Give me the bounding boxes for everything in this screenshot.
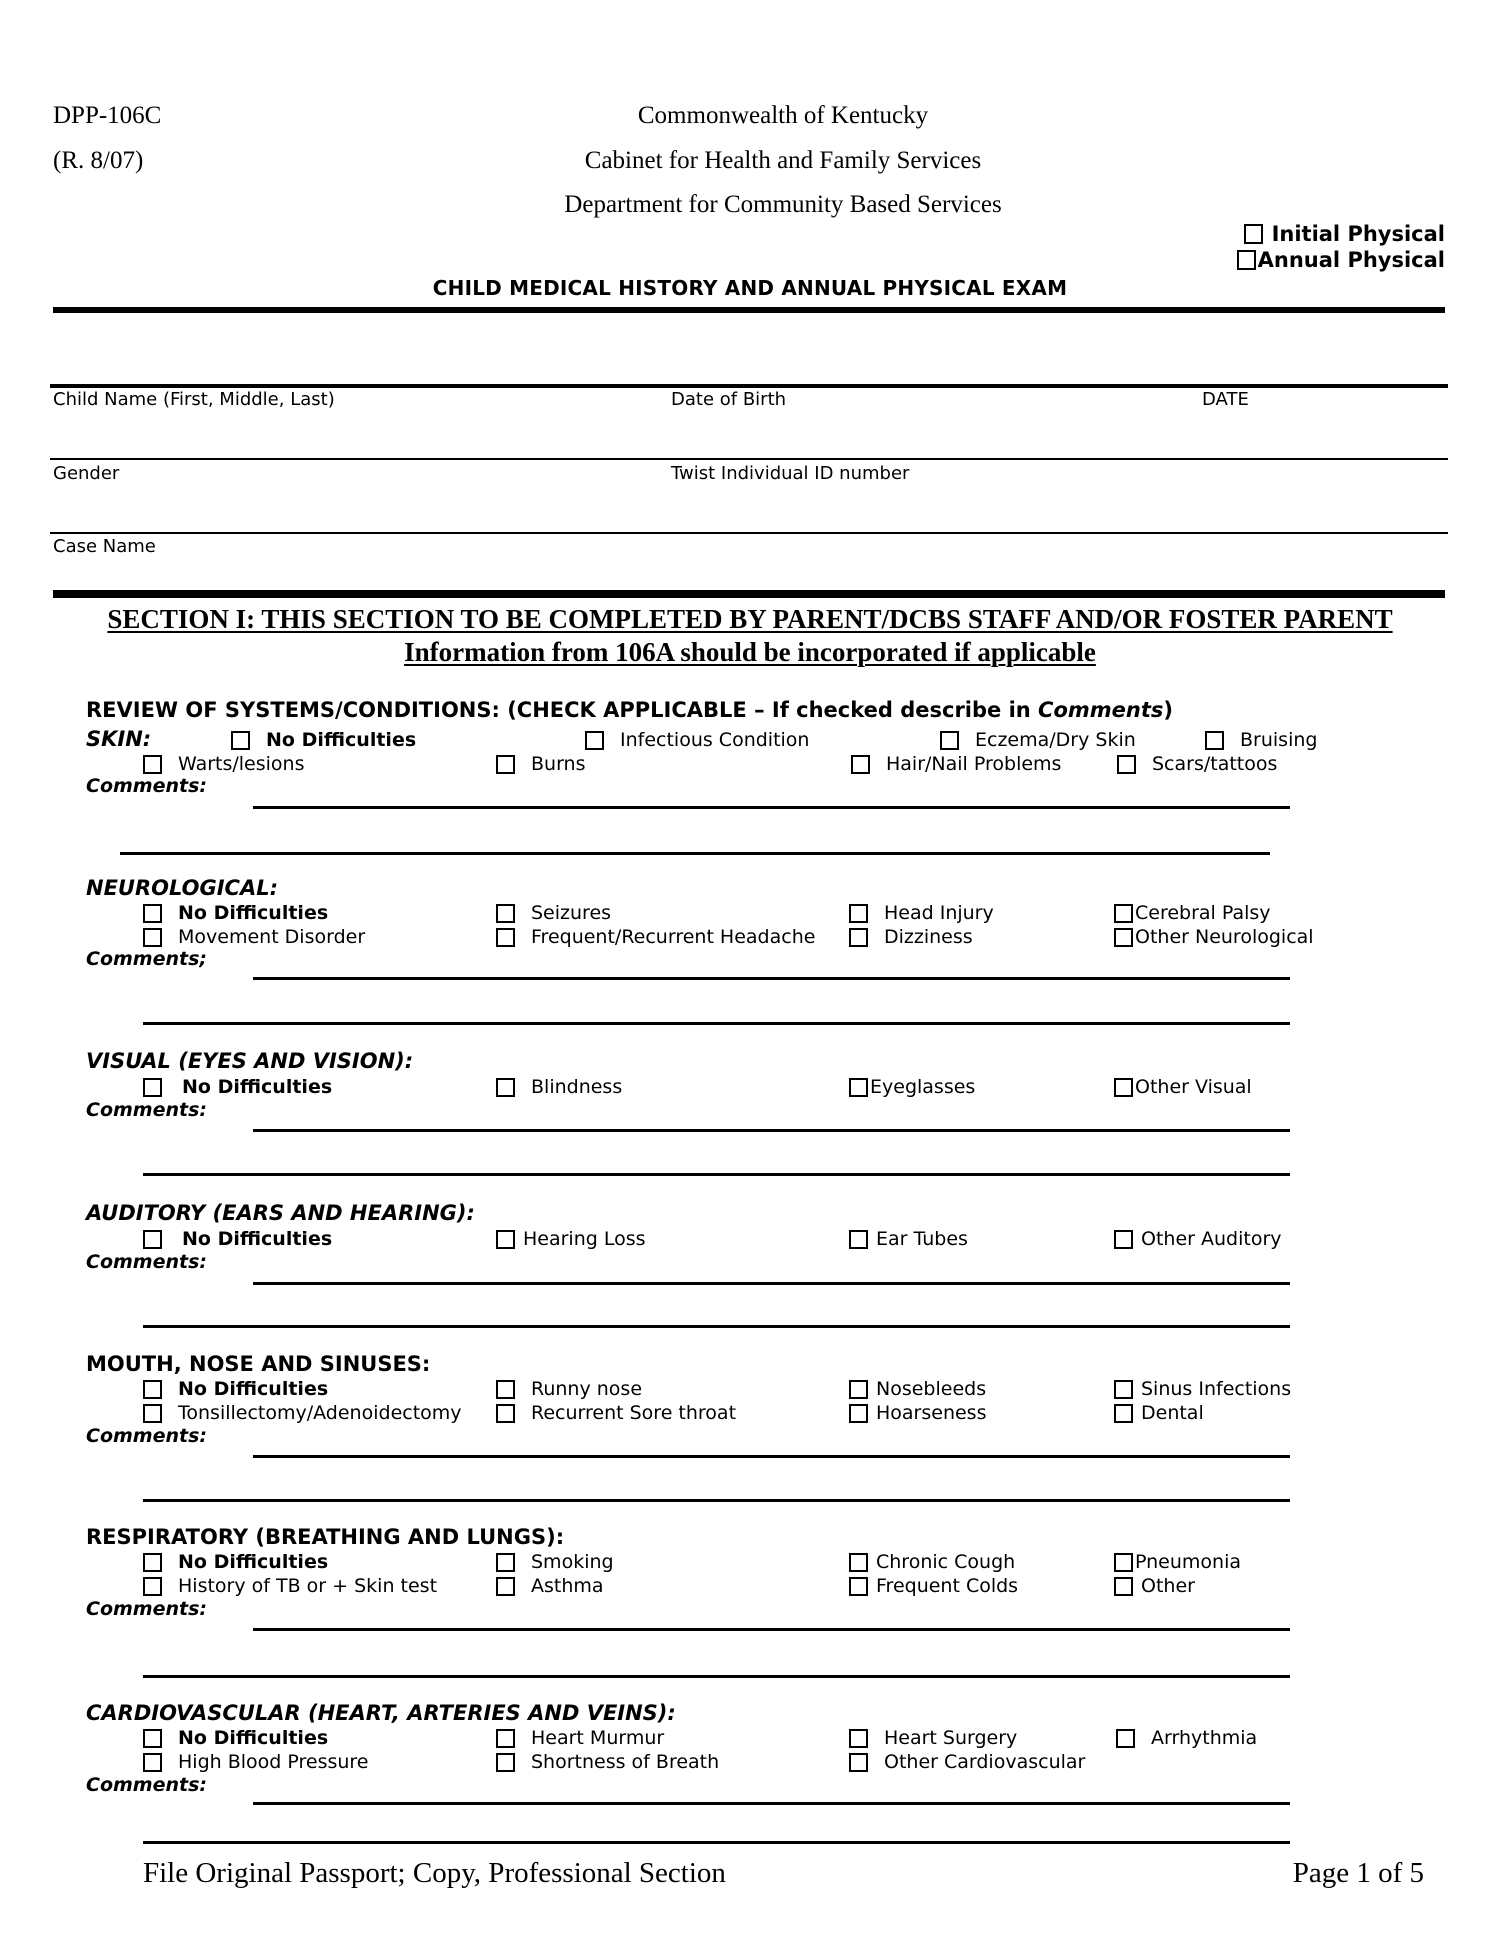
visual-comments-line-2[interactable] [143,1173,1290,1176]
org-line-3: Department for Community Based Services [564,191,1002,218]
checkbox[interactable] [1114,904,1133,923]
checkbox[interactable] [585,731,604,750]
checkbox[interactable] [849,1753,868,1772]
checkbox[interactable] [496,928,515,947]
gender-field[interactable] [53,486,653,528]
resp-option-pneumonia[interactable]: Pneumonia [1114,1551,1241,1573]
checkbox[interactable] [1114,928,1133,947]
section-1-title: SECTION I: THIS SECTION TO BE COMPLETED BY PARENT/DCBS STAFF AND/OR FOSTER PARENT [107,604,1393,634]
auditory-heading: AUDITORY (EARS AND HEARING): [86,1201,475,1225]
checkbox[interactable] [849,1230,868,1249]
auditory-comments-line-1[interactable] [253,1282,1290,1285]
skin-option-hair-nail[interactable]: Hair/Nail Problems [851,753,1061,775]
skin-option-infectious[interactable]: Infectious Condition [585,729,809,751]
checkbox[interactable] [849,1078,868,1097]
skin-option-scars[interactable]: Scars/tattoos [1117,753,1277,775]
skin-option-bruising[interactable]: Bruising [1205,729,1317,751]
cardio-option-heart-murmur[interactable]: Heart Murmur [496,1727,664,1749]
resp-option-smoking[interactable]: Smoking [496,1551,614,1573]
mouth-option-dental[interactable]: Dental [1114,1402,1204,1424]
initial-physical-checkbox[interactable] [1244,224,1263,244]
checkbox[interactable] [496,904,515,923]
checkbox[interactable] [1114,1230,1133,1249]
cardio-option-shortness-breath[interactable]: Shortness of Breath [496,1751,719,1773]
mouth-comments-line-2[interactable] [143,1499,1290,1502]
form-revision: (R. 8/07) [53,147,144,174]
checkbox[interactable] [849,1380,868,1399]
resp-option-no-difficulties[interactable]: No Difficulties [143,1551,328,1573]
annual-physical-checkbox[interactable] [1237,250,1256,270]
visual-option-blindness[interactable]: Blindness [496,1076,622,1098]
mouth-option-no-difficulties[interactable]: No Difficulties [143,1378,328,1400]
resp-option-chronic-cough[interactable]: Chronic Cough [849,1551,1015,1573]
cardio-heading: CARDIOVASCULAR (HEART, ARTERIES AND VEINS): [86,1701,676,1725]
mouth-comments-line-1[interactable] [253,1455,1290,1458]
respiratory-heading: RESPIRATORY (BREATHING AND LUNGS): [86,1525,565,1549]
checkbox[interactable] [1114,1380,1133,1399]
checkbox[interactable] [143,1553,162,1572]
checkbox[interactable] [143,928,162,947]
case-name-field[interactable] [53,558,1441,588]
checkbox[interactable] [849,1729,868,1748]
neuro-comments-label: Comments; [86,948,207,970]
neuro-comments-line-2[interactable] [143,1022,1290,1025]
mouth-option-nosebleeds[interactable]: Nosebleeds [849,1378,986,1400]
child-name-label: Child Name (First, Middle, Last) [53,389,335,410]
resp-comments-line-2[interactable] [143,1675,1290,1678]
cardio-comments-line-2[interactable] [143,1841,1290,1844]
visual-option-eyeglasses[interactable]: Eyeglasses [849,1076,975,1098]
visual-option-no-difficulties[interactable]: No Difficulties [143,1076,332,1098]
neuro-option-other[interactable]: Other Neurological [1114,926,1314,948]
mouth-comments-label: Comments: [86,1425,207,1447]
neuro-option-no-difficulties[interactable]: No Difficulties [143,902,328,924]
skin-option-burns[interactable]: Burns [496,753,586,775]
auditory-option-hearing-loss[interactable]: Hearing Loss [496,1228,646,1250]
resp-option-frequent-colds[interactable]: Frequent Colds [849,1575,1018,1597]
resp-option-asthma[interactable]: Asthma [496,1575,604,1597]
cardio-option-high-bp[interactable]: High Blood Pressure [143,1751,369,1773]
checkbox[interactable] [851,755,870,774]
child-name-field[interactable] [53,412,653,454]
section-1-subtitle: Information from 106A should be incorporated if applicable [404,637,1096,667]
skin-option-eczema[interactable]: Eczema/Dry Skin [940,729,1136,751]
gender-label: Gender [53,463,120,484]
auditory-option-ear-tubes[interactable]: Ear Tubes [849,1228,968,1250]
gender-field-line [50,458,1448,460]
mouth-heading: MOUTH, NOSE AND SINUSES: [86,1352,431,1376]
cardio-comments-label: Comments: [86,1774,207,1796]
checkbox[interactable] [1114,1577,1133,1596]
checkbox[interactable] [1116,1729,1135,1748]
case-name-field-line [50,532,1448,534]
checkbox[interactable] [143,755,162,774]
review-instructions: REVIEW OF SYSTEMS/CONDITIONS: (CHECK APPLICABLE – If checked describe in Comments) [86,698,1173,722]
visual-heading: VISUAL (EYES AND VISION): [86,1049,414,1073]
cardio-comments-line-1[interactable] [253,1802,1290,1805]
mouth-option-tonsillectomy[interactable]: Tonsillectomy/Adenoidectomy [143,1402,462,1424]
checkbox[interactable] [849,1404,868,1423]
skin-option-warts[interactable]: Warts/lesions [143,753,305,775]
twist-id-field[interactable] [671,486,1441,528]
annual-physical-option[interactable] [1237,248,1445,272]
auditory-option-no-difficulties[interactable]: No Difficulties [143,1228,332,1250]
auditory-comments-line-2[interactable] [143,1325,1290,1328]
checkbox[interactable] [849,904,868,923]
cardio-option-heart-surgery[interactable]: Heart Surgery [849,1727,1017,1749]
checkbox[interactable] [496,1078,515,1097]
auditory-comments-label: Comments: [86,1251,207,1273]
visual-option-other[interactable]: Other Visual [1114,1076,1252,1098]
checkbox[interactable] [143,1577,162,1596]
neurological-heading: NEUROLOGICAL: [86,876,278,900]
neuro-option-movement[interactable]: Movement Disorder [143,926,365,948]
twist-id-label: Twist Individual ID number [671,463,910,484]
checkbox[interactable] [143,1404,162,1423]
checkbox[interactable] [1114,1404,1133,1423]
checkbox[interactable] [496,1553,515,1572]
form-title: CHILD MEDICAL HISTORY AND ANNUAL PHYSICAL EXAM [432,276,1068,300]
resp-option-tb[interactable]: History of TB or + Skin test [143,1575,437,1597]
neuro-option-seizures[interactable]: Seizures [496,902,611,924]
checkbox[interactable] [496,1380,515,1399]
checkbox[interactable] [496,1230,515,1249]
cardio-option-no-difficulties[interactable]: No Difficulties [143,1727,328,1749]
dob-field[interactable] [671,412,1171,454]
name-field-line [50,384,1448,388]
form-number: DPP-106C [53,102,162,129]
neuro-option-dizziness[interactable]: Dizziness [849,926,973,948]
page-number: Page 1 of 5 [1292,1857,1424,1889]
cardio-option-other[interactable]: Other Cardiovascular [849,1751,1085,1773]
neuro-option-head-injury[interactable]: Head Injury [849,902,994,924]
mouth-option-sore-throat[interactable]: Recurrent Sore throat [496,1402,736,1424]
checkbox[interactable] [1117,755,1136,774]
skin-heading: SKIN: [86,727,152,751]
checkbox[interactable] [849,1577,868,1596]
checkbox[interactable] [496,1753,515,1772]
checkbox[interactable] [496,1577,515,1596]
checkbox[interactable] [231,731,250,750]
checkbox[interactable] [496,755,515,774]
checkbox[interactable] [1114,1078,1133,1097]
neuro-comments-line-1[interactable] [253,977,1290,980]
mouth-option-runny-nose[interactable]: Runny nose [496,1378,642,1400]
checkbox[interactable] [849,1553,868,1572]
date-field[interactable] [1202,412,1442,454]
org-line-2: Cabinet for Health and Family Services [584,147,982,174]
initial-physical-option[interactable] [1244,222,1445,246]
checkbox[interactable] [496,1729,515,1748]
skin-comments-label: Comments: [86,775,207,797]
skin-option-no-difficulties[interactable]: No Difficulties [231,729,416,751]
neuro-option-headache[interactable]: Frequent/Recurrent Headache [496,926,815,948]
checkbox[interactable] [849,928,868,947]
checkbox[interactable] [143,1380,162,1399]
resp-comments-label: Comments: [86,1598,207,1620]
checkbox[interactable] [1114,1553,1133,1572]
org-line-1: Commonwealth of Kentucky [637,102,929,129]
visual-comments-label: Comments: [86,1099,207,1121]
mouth-option-hoarseness[interactable]: Hoarseness [849,1402,986,1424]
annual-physical-label: Annual Physical [1257,248,1445,272]
checkbox[interactable] [143,1729,162,1748]
skin-comments-line-2[interactable] [120,852,1270,855]
checkbox[interactable] [1205,731,1224,750]
section-divider [53,590,1445,598]
footer-routing-note: File Original Passport; Copy, Professional Section [143,1857,726,1889]
checkbox[interactable] [143,1078,162,1097]
visual-comments-line-1[interactable] [253,1129,1290,1132]
neuro-option-cerebral-palsy[interactable]: Cerebral Palsy [1114,902,1271,924]
checkbox[interactable] [496,1404,515,1423]
initial-physical-label: Initial Physical [1271,222,1445,246]
checkbox[interactable] [143,1753,162,1772]
skin-comments-line-1[interactable] [253,806,1290,809]
checkbox[interactable] [143,1230,162,1249]
case-name-label: Case Name [53,536,156,557]
date-label: DATE [1202,389,1249,410]
auditory-option-other[interactable]: Other Auditory [1114,1228,1282,1250]
resp-option-other[interactable]: Other [1114,1575,1195,1597]
mouth-option-sinus[interactable]: Sinus Infections [1114,1378,1291,1400]
checkbox[interactable] [940,731,959,750]
checkbox[interactable] [143,904,162,923]
title-divider [53,307,1445,313]
resp-comments-line-1[interactable] [253,1628,1290,1631]
dob-label: Date of Birth [671,389,787,410]
cardio-option-arrhythmia[interactable]: Arrhythmia [1116,1727,1257,1749]
